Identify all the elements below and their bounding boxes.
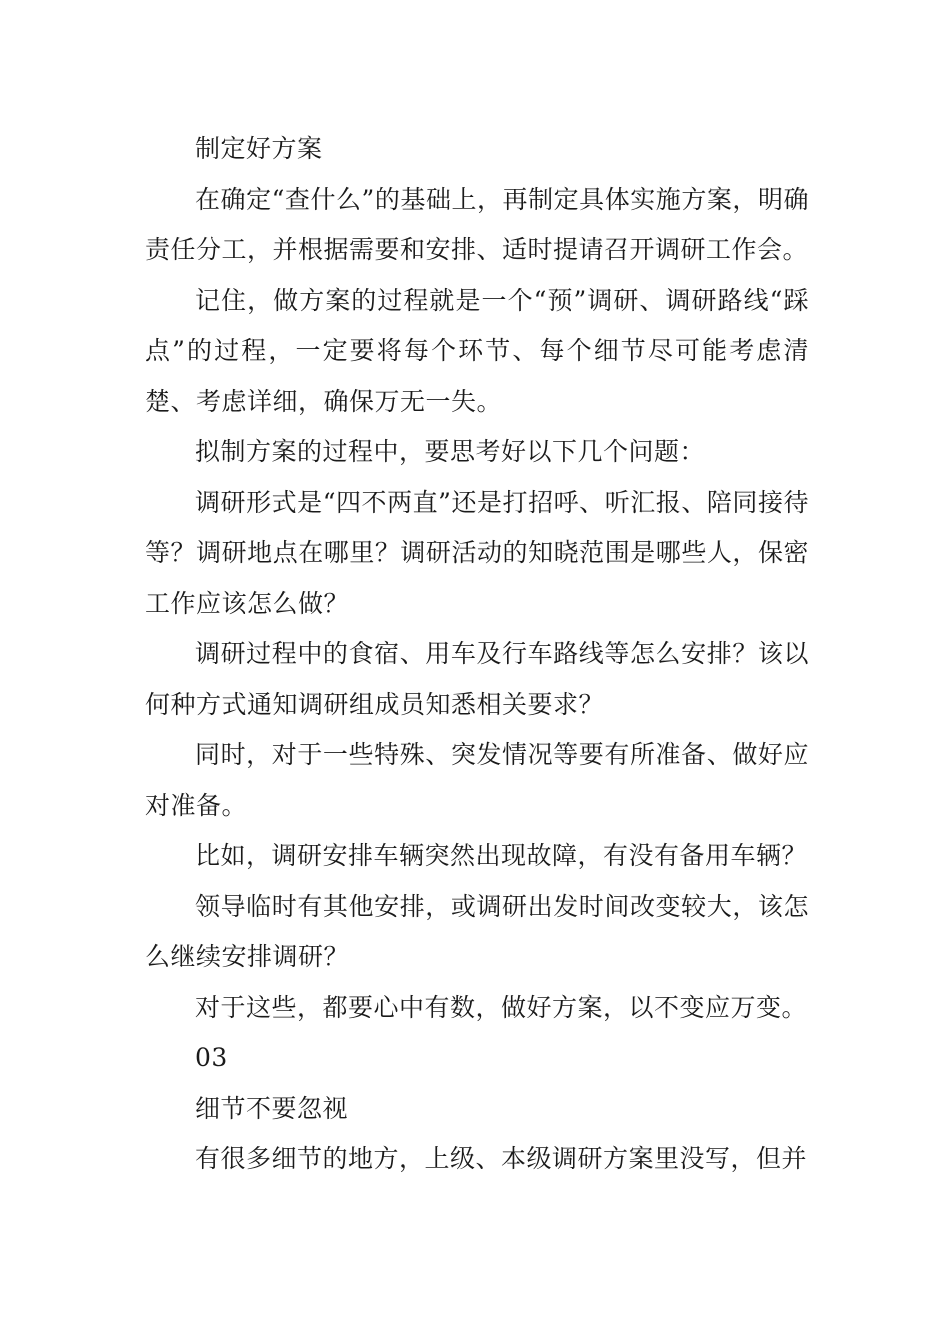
document-body bbox=[145, 124, 809, 1185]
paragraph: 同时，对于一些特殊、突发情况等要有所准备、做好应对准备。 bbox=[145, 740, 809, 820]
section-heading: 制定好方案 bbox=[195, 134, 323, 163]
section-heading: 细节不要忽视 bbox=[195, 1093, 349, 1123]
paragraph: 有很多细节的地方，上级、本级调研方案里没写，但并 bbox=[195, 1144, 808, 1173]
paragraph: 比如，调研安排车辆突然出现故障，有没有备用车辆？ bbox=[195, 841, 808, 870]
paragraph: 调研过程中的食宿、用车及行车路线等怎么安排？该以何种方式通知调研组成员知悉相关要求？ bbox=[145, 639, 809, 719]
paragraph: 领导临时有其他安排，或调研出发时间改变较大，该怎么继续安排调研？ bbox=[145, 891, 809, 971]
section-number: 03 bbox=[195, 1043, 228, 1072]
paragraph: 调研形式是“四不两直”还是打招呼、听汇报、陪同接待等？调研地点在哪里？调研活动的知晓范围是哪些人，保密工作应该怎么做？ bbox=[145, 487, 809, 618]
paragraph: 拟制方案的过程中，要思考好以下几个问题： bbox=[195, 437, 706, 466]
paragraph: 在确定“查什么”的基础上，再制定具体实施方案，明确责任分工，并根据需要和安排、适时提请召开调研工作会。 bbox=[145, 184, 809, 264]
paragraph: 记住，做方案的过程就是一个“预”调研、调研路线“踩点”的过程，一定要将每个环节、每个细节尽可能考虑清楚、考虑详细，确保万无一失。 bbox=[145, 285, 809, 416]
paragraph: 对于这些，都要心中有数，做好方案，以不变应万变。 bbox=[195, 992, 808, 1022]
